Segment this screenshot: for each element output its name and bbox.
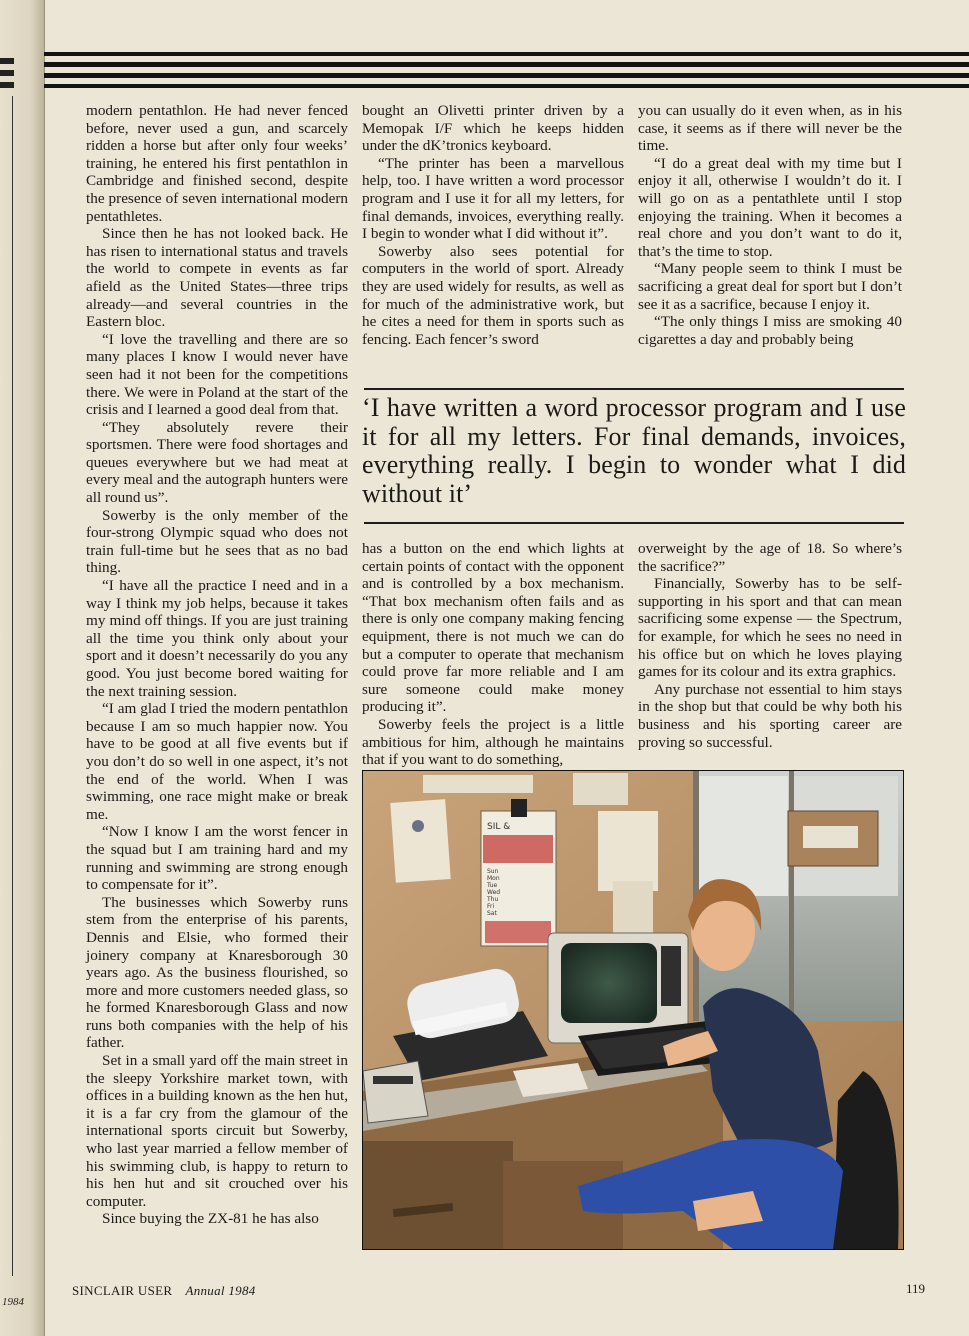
- header-rules: [44, 52, 969, 88]
- paragraph: “I have all the practice I need and in a way I think my job helps, because it takes my mind off things. If you are just training all the time you think only about your sport and it doesn’t necessarily do you any good. You just become bored waiting for the next training session.: [86, 577, 348, 700]
- paragraph: Since then he has not looked back. He has risen to international status and travels the world to compete in events as far afield as the United States—three trips already—and several countries in the Eastern bloc.: [86, 225, 348, 331]
- wall-calendar: [481, 799, 556, 946]
- office-photo: [362, 770, 904, 1250]
- article-column-2-top: [362, 102, 624, 348]
- svg-text:SIL &: SIL &: [487, 822, 511, 832]
- paragraph: overweight by the age of 18. So where’s the sacrifice?”: [638, 540, 902, 575]
- paragraph: you can usually do it even when, as in his case, it seems as if there will never be the time.: [638, 102, 902, 155]
- calendar-day-label: Mon: [487, 875, 500, 882]
- header-rule-stub: [0, 58, 14, 64]
- issue-name: Annual 1984: [185, 1283, 256, 1298]
- paragraph: Sowerby is the only member of the four-strong Olympic squad who does not train full-time but he sees that as no bad thing.: [86, 506, 348, 577]
- magazine-name: SINCLAIR USER: [72, 1283, 173, 1298]
- paragraph: Sowerby also sees potential for computers in the world of sport. Already they are used widely for results, as well as for much of the administrative work, but he cites a need for them in sports such as fencing. Each fencer’s sword: [362, 242, 624, 348]
- previous-page-footer: 1984: [2, 1296, 24, 1308]
- paragraph: The businesses which Sowerby runs stem from the enterprise of his parents, Dennis and Elsie, who formed their joinery company at Knaresborough 30 years ago. As the business flourished, so more and more customers needed glass, so he formed Knaresborough Glass and now runs both companies with the help of his father.: [86, 893, 348, 1052]
- header-rule-stub: [0, 82, 14, 88]
- article-column-3-bottom: [638, 540, 902, 751]
- pull-quote-rule-top: [364, 388, 904, 390]
- calendar-day-label: Wed: [487, 889, 501, 896]
- paragraph: Set in a small yard off the main street in the sleepy Yorkshire market town, with offices in a building known as the hen hut, it is a far cry from the glamour of the international sports circuit but Sowerby, who last year married a fellow member of his swimming club, is happy to return to his hen hut and sit crouched over his computer.: [86, 1052, 348, 1210]
- paragraph: “I am glad I tried the modern pentathlon because I am so much happier now. You have to be good at all five events but if you don’t do so well in one aspect, it’s not the end of the world. When I was swimming, one race might make or break me.: [86, 700, 348, 823]
- article-column-2-bottom: [362, 540, 624, 769]
- page-number: 119: [906, 1281, 926, 1296]
- paragraph: “Now I know I am the worst fencer in the squad but I am training hard and my running and swimming are strong enough to compensate for it”.: [86, 823, 348, 894]
- magazine-footer: [72, 1283, 256, 1299]
- paragraph: “I love the travelling and there are so many places I know I would never have seen had it not been for the competitions there. We were in Poland at the start of the crisis and I learned a good deal from that.: [86, 330, 348, 419]
- paragraph: Financially, Sowerby has to be self-supporting in his sport and that can mean sacrificing some expense — the Spectrum, for example, for which he sees no need in his office but on which he loves playing games for its colour and its extra graphics.: [638, 575, 902, 681]
- paragraph: “Many people seem to think I must be sacrificing a great deal for sport but I don’t see it as a sacrifice, because I enjoy it.: [638, 260, 902, 313]
- previous-page-column-rule: [0, 96, 13, 1276]
- calendar-day-label: Fri: [487, 903, 495, 910]
- article-column-1: [86, 102, 348, 1228]
- paragraph: bought an Olivetti printer driven by a Memopak I/F which he keeps hidden under the dK’tronics keyboard.: [362, 102, 624, 155]
- paragraph: Any purchase not essential to him stays in the shop but that could be why both his business and his sporting career are proving so successful.: [638, 680, 902, 751]
- paragraph: has a button on the end which lights at certain points of contact with the opponent and is controlled by a box mechanism. “That box mechanism often fails and as there is only one company making fencing equipment, there is not much we can do but a computer to operate that mechanism could prove far more reliable and I am sure someone could make money producing it”.: [362, 540, 624, 716]
- calendar-day-label: Sat: [487, 910, 497, 917]
- paragraph: Since buying the ZX-81 he has also: [102, 1210, 319, 1228]
- paragraph: Sowerby feels the project is a little ambitious for him, although he maintains that if you want to do something,: [362, 715, 624, 769]
- calendar-day-label: Thu: [487, 896, 499, 903]
- paragraph: “They absolutely revere their sportsmen. There were food shortages and queues everywhere but we had meat at every meal and the autograph hunters were all round us”.: [86, 418, 348, 507]
- paragraph: “I do a great deal with my time but I enjoy it all, otherwise I wouldn’t do it. I will go on as a pentathlete until I stop enjoying the training. When it becomes a real chore and you don’t want to do it, that’s the time to stop.: [638, 154, 902, 260]
- paragraph: “The only things I miss are smoking 40 cigarettes a day and probably being: [638, 313, 902, 348]
- pull-quote: ‘I have written a word processor program and I use it for all my letters. For final demands, invoices, everything really. I begin to wonder what I did without it’: [362, 393, 906, 508]
- pull-quote-rule-bottom: [364, 522, 904, 524]
- calendar-day-label: Tue: [487, 882, 498, 889]
- calendar-day-label: Sun: [487, 868, 499, 875]
- article-column-3-top: [638, 102, 902, 348]
- paragraph: “The printer has been a marvellous help, too. I have written a word processor program and I use it for all my letters, for final demands, invoices, everything really. I begin to wonder what I did without it”.: [362, 154, 624, 243]
- previous-page-edge: [0, 0, 45, 1336]
- paragraph: modern pentathlon. He had never fenced before, never used a gun, and scarcely ridden a horse but after only four weeks’ training, he entered his first pentathlon in Cambridge and finished second, despite the presence of seven international modern pentathletes.: [86, 102, 348, 225]
- header-rule-stub: [0, 70, 14, 76]
